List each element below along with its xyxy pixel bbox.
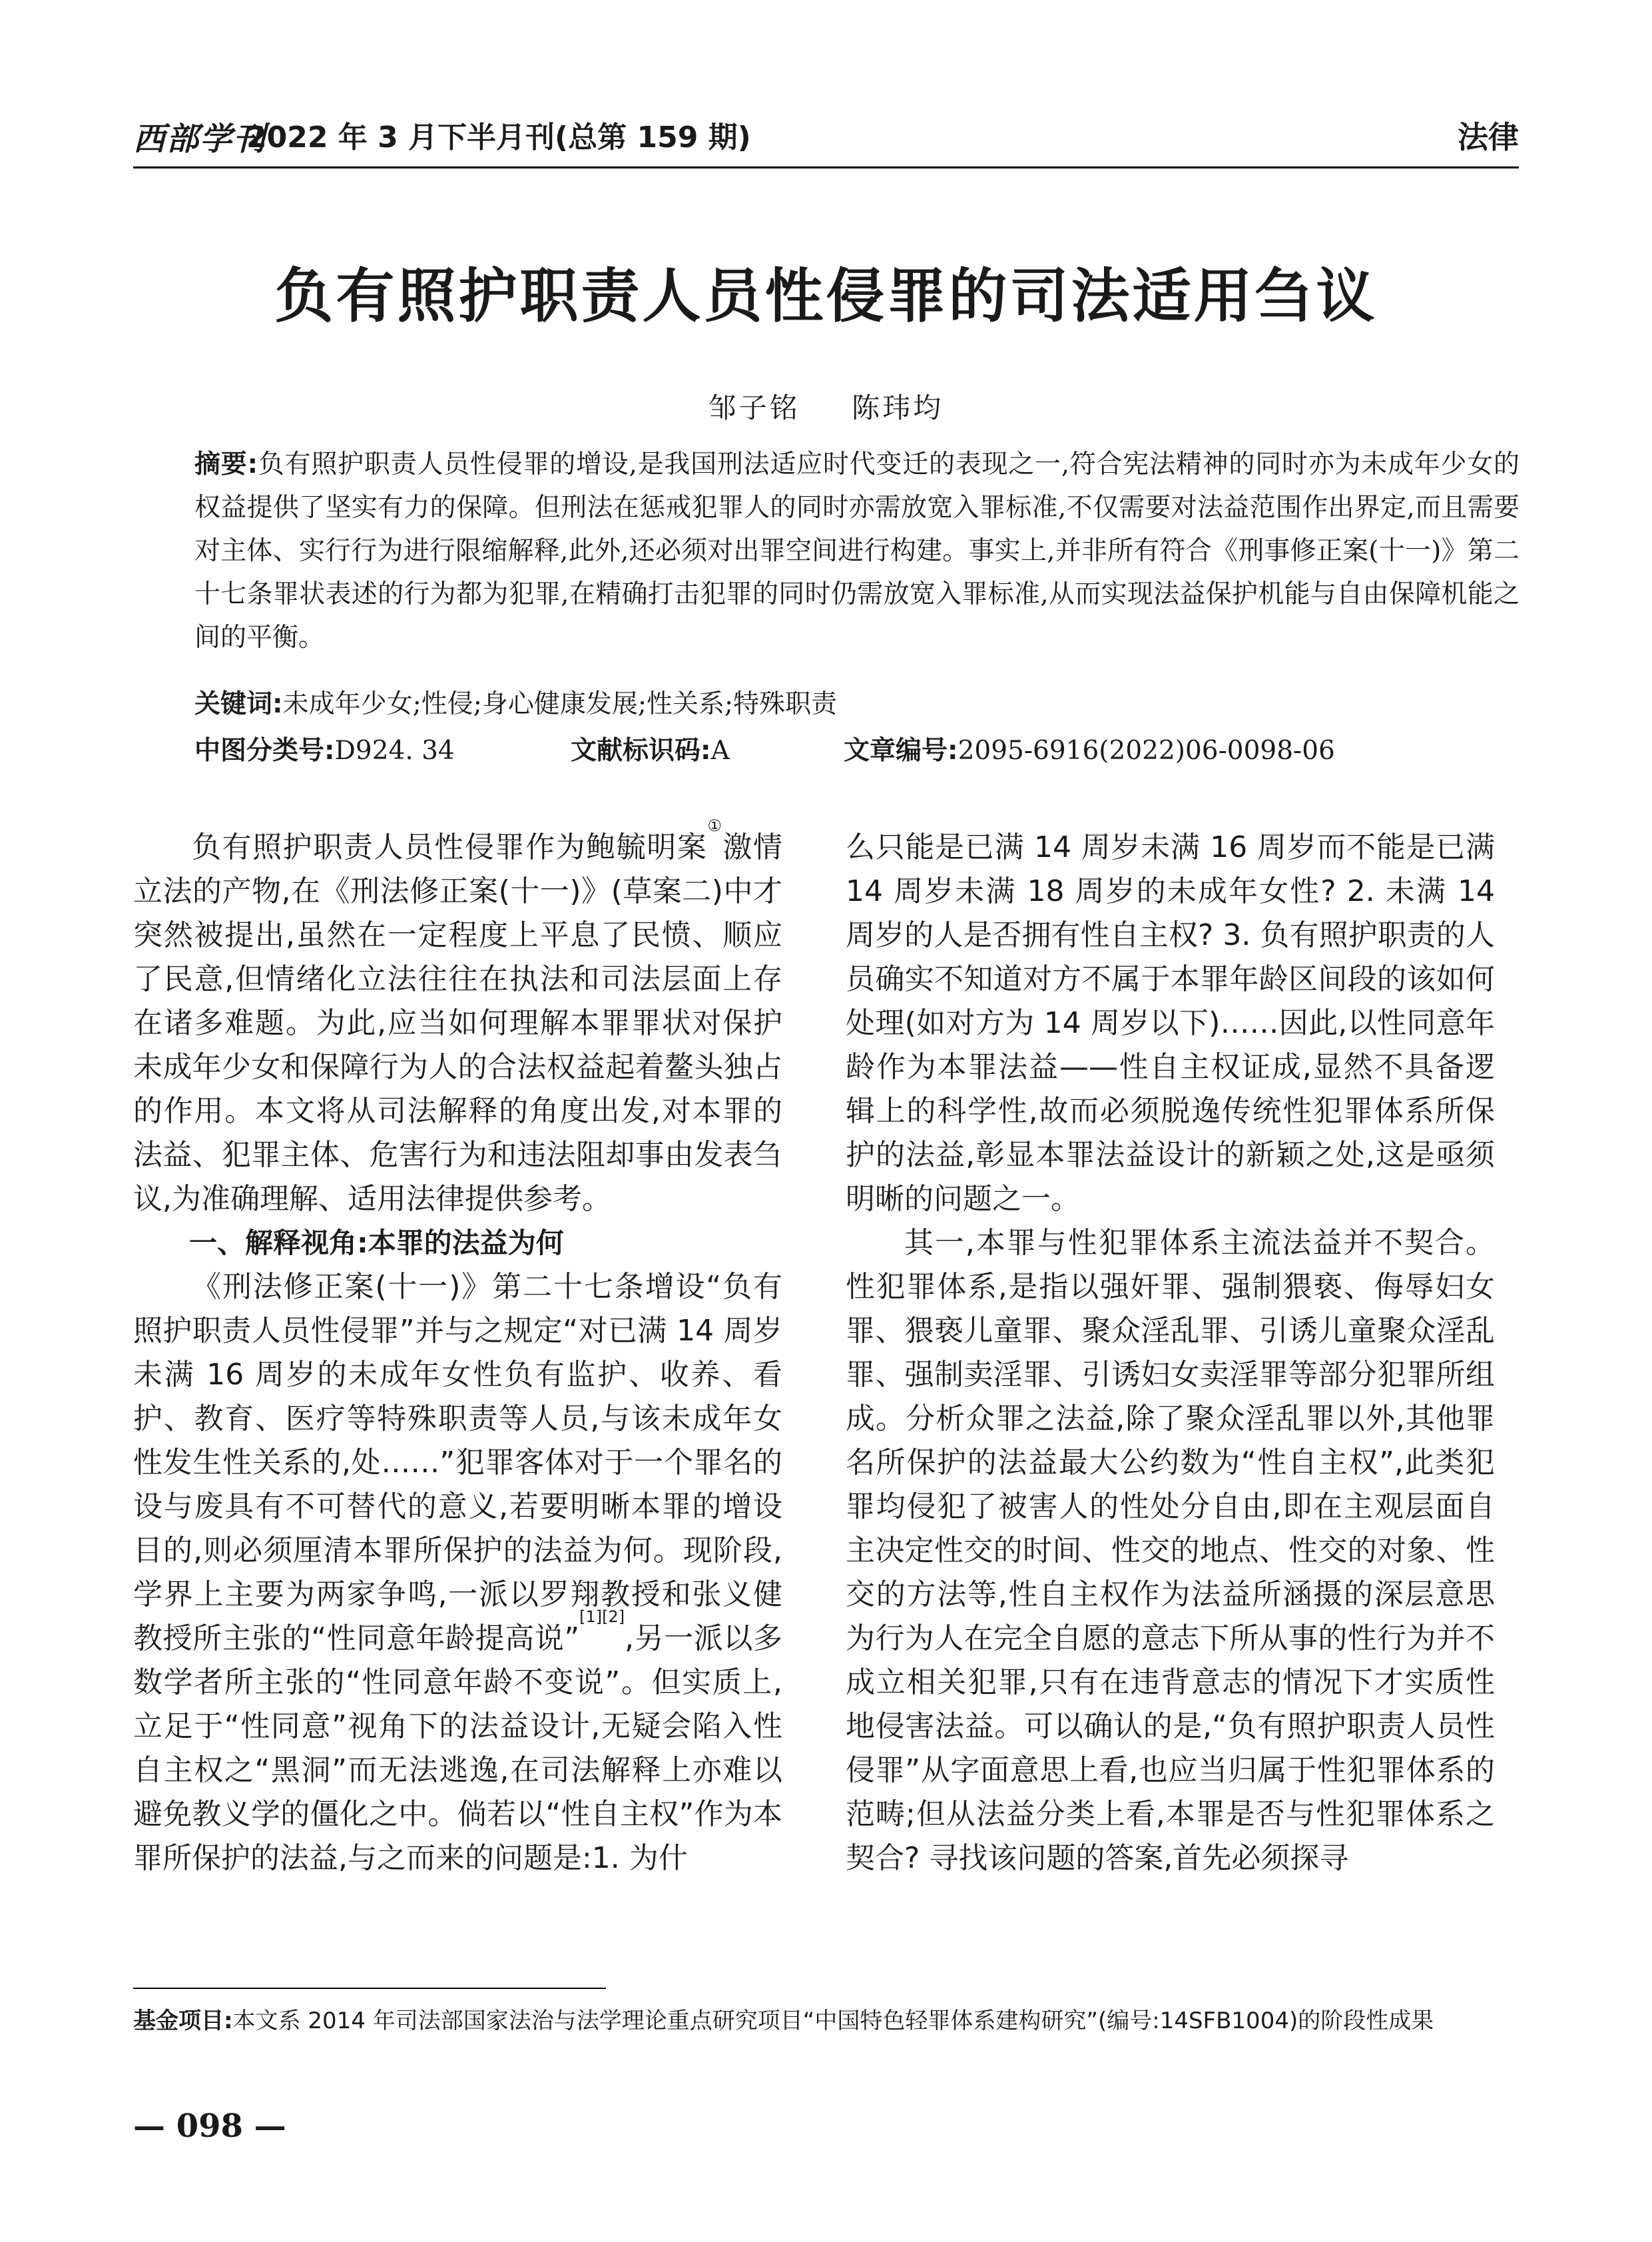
section-heading: 一、解释视角:本罪的法益为何 [189,1227,564,1259]
body-paragraph: 其一,本罪与性犯罪体系主流法益并不契合。性犯罪体系,是指以强奸罪、强制猥亵、侮辱妇女罪、猥亵儿童罪、聚众淫乱罪、引诱儿童聚众淫乱罪、强制卖淫罪、引诱妇女卖淫罪等部分犯罪所组成。分析众罪之法益,除了聚众淫乱罪以外,其他罪名所保护的法益最大公约数为“性自主权”,此类犯罪均侵犯了被害人的性处分自由,即在主观层面自主决定性交的时间、性交的地点、性交的对象、性交的方法等,性自主权作为法益所涵摄的深层意思为行为人在完全自愿的意志下所从事的性行为并不成立相关犯罪,只有在违背意志的情况下才实质性地侵害法益。可以确认的是,“负有照护职责人员性侵罪”从字面意思上看,也应当归属于性犯罪体系的范畴;但从法益分类上看,本罪是否与性犯罪体系之契合? 寻找该问题的答案,首先必须探寻 [846,1226,1495,1875]
body-paragraph: 么只能是已满 14 周岁未满 16 周岁而不能是已满 14 周岁未满 18 周岁的未成年女性? 2. 未满 14 周岁的人是否拥有性自主权? 3. 负有照护职责的人员确实不知道对方不属于本罪年龄区间段的该如何处理(如对方为 14 周岁以下)……因此,以性同意年龄作为本罪法益——性自主权证成,显然不具备逻辑上的科学性,故而必须脱逸传统性犯罪体系所保护的法益,彰显本罪法益设计的新颖之处,这是亟须明晰的问题之一。 [846,830,1495,1216]
author-name: 邹子铭 [708,392,800,424]
footnote-divider [133,1988,606,1989]
section-name: 法律 [1458,119,1519,155]
keywords [194,685,1519,724]
clc-value: D924. 34 [334,736,455,766]
keywords-text: 未成年少女;性侵;身心健康发展;性关系;特殊职责 [282,689,838,719]
author-list [133,386,1519,426]
article-number [844,731,1335,771]
body-paragraph [133,816,783,1221]
funding-label: 基金项目: [133,2008,233,2034]
abstract-label: 摘要: [194,449,258,479]
page-number: — 098 — [133,2107,286,2145]
clc-label: 中图分类号: [194,736,335,766]
paragraph-text: 激情立法的产物,在《刑法修正案(十一)》(草案二)中才突然被提出,虽然在一定程度上平息了民愤、顺应了民意,但情绪化立法往往在执法和司法层面上存在诸多难题。为此,应当如何理解本罪罪状对保护未成年少女和保障行为人的合法权益起着鳌头独占的作用。本文将从司法解释的角度出发,对本罪的法益、犯罪主体、危害行为和违法阻却事由发表刍议,为准确理解、适用法律提供参考。 [133,830,783,1216]
journal-logo: 西部学刊 [133,121,267,158]
citation-marker: [1][2] [579,1607,625,1626]
page-header [133,113,1519,168]
keywords-label: 关键词: [194,689,283,719]
abstract [194,443,1519,659]
body-paragraph [133,1265,782,1880]
abstract-text: 负有照护职责人员性侵罪的增设,是我国刑法适应时代变迁的表现之一,符合宪法精神的同时亦为未成年少女的权益提供了坚实有力的保障。但刑法在惩戒犯罪人的同时亦需放宽入罪标准,不仅需要对法益范围作出界定,而且需要对主体、实行行为进行限缩解释,此外,还必须对出罪空间进行构建。事实上,并非所有符合《刑事修正案(十一)》第二十七条罪状表述的行为都为犯罪,在精确打击犯罪的同时仍需放宽入罪标准,从而实现法益保护机能与自由保障机能之间的平衡。 [194,449,1520,653]
paragraph-text: 《刑法修正案(十一)》第二十七条增设“负有照护职责人员性侵罪”并与之规定“对已满 14 周岁未满 16 周岁的未成年女性负有监护、收养、看护、教育、医疗等特殊职责等人员,与该未成年女性发生性关系的,处……”犯罪客体对于一个罪名的设与废具有不可替代的意义,若要明晰本罪的增设目的,则必须厘清本罪所保护的法益为何。现阶段,学界上主要为两家争鸣,一派以罗翔教授和张义健教授所主张的“性同意年龄提高说” [133,1270,782,1655]
document-code [571,731,730,771]
body-column-left [133,816,783,1880]
doc-value: A [710,736,730,766]
article-value: 2095-6916(2022)06-0098-06 [958,736,1335,766]
doc-label: 文献标识码: [571,736,711,766]
funding-note [133,2001,1519,2041]
article-label: 文章编号: [844,736,958,766]
paragraph-text: 负有照护职责人员性侵罪作为鲍毓明案 [192,830,708,864]
footnote-marker: ① [707,816,723,835]
article-title: 负有照护职责人员性侵罪的司法适用刍议 [274,261,1378,330]
body-column-right [846,826,1495,1880]
funding-text: 本文系 2014 年司法部国家法治与法学理论重点研究项目“中国特色轻罪体系建构研究”(编号:14SFB1004)的阶段性成果 [232,2008,1434,2034]
issue-info: 2022 年 3 月下半月刊(总第 159 期) [246,121,751,154]
author-name: 陈玮均 [852,392,944,424]
clc-number [194,736,455,766]
paragraph-text: ,另一派以多数学者所主张的“性同意年龄不变说”。但实质上,立足于“性同意”视角下的法益设计,无疑会陷入性自主权之“黑洞”而无法逃逸,在司法解释上亦难以避免教义学的僵化之中。倘若以“性自主权”作为本罪所保护的法益,与之而来的问题是:1. 为什 [133,1621,782,1875]
classification-line [194,731,1519,771]
